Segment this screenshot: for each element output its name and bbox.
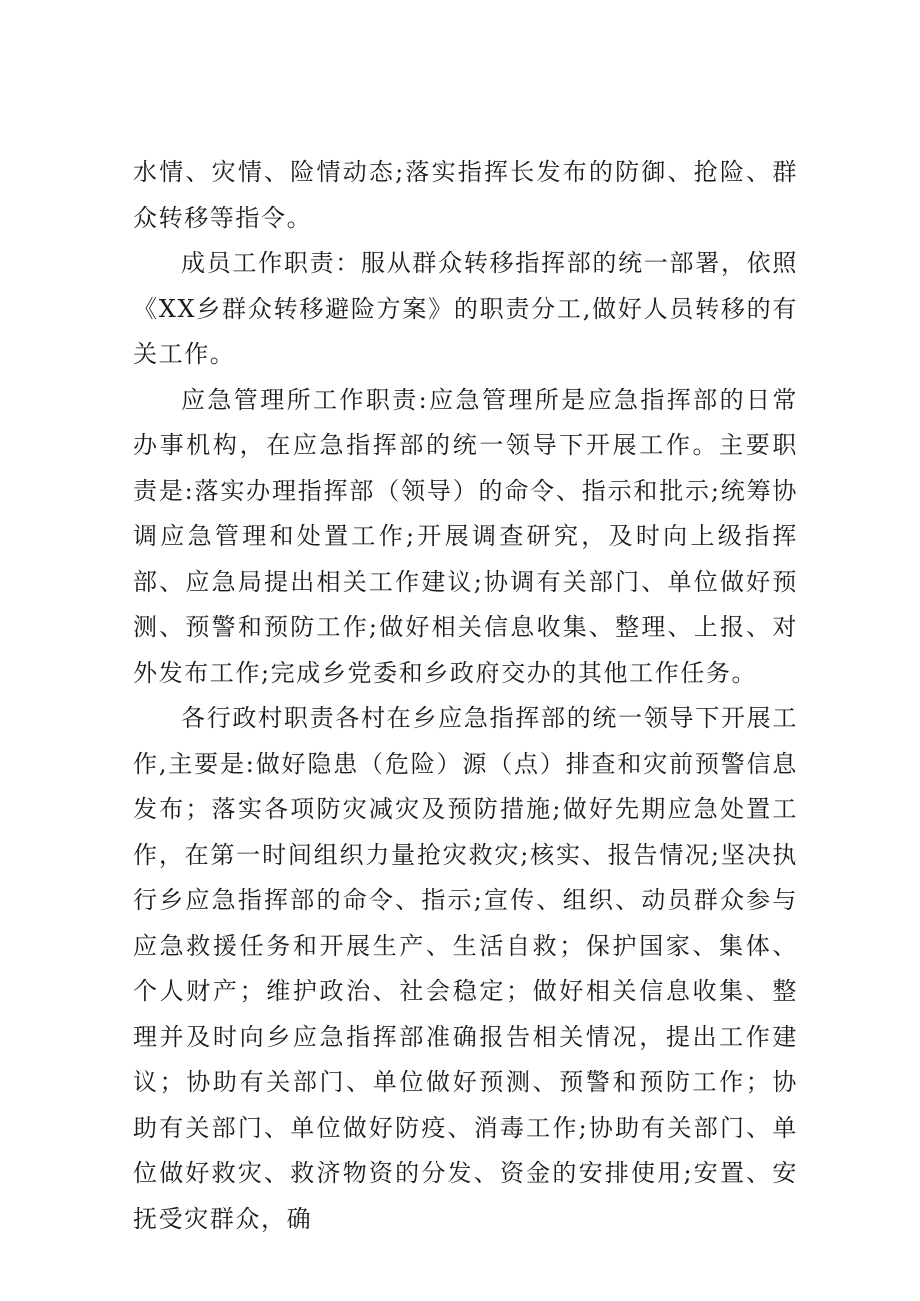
paragraph-continuation: 水情、灾情、险情动态;落实指挥长发布的防御、抢险、群众转移等指令。 <box>133 158 798 232</box>
paragraph-emergency-office-duties: 应急管理所工作职责:应急管理所是应急指挥部的日常办事机构，在应急指挥部的统一领导下开展工作。主要职责是:落实办理指挥部（领导）的命令、指示和批示;统筹协调应急管理和处置工作;开展调查研究，及时向上级指挥部、应急局提出相关工作建议;协调有关部门、单位做好预测、预警和预防工作;做好相关信息收集、整理、上报、对外发布工作;完成乡党委和乡政府交办的其他工作任务。 <box>133 385 798 687</box>
document-body <box>133 150 798 1242</box>
paragraph-village-duties: 各行政村职责各村在乡应急指挥部的统一领导下开展工作,主要是:做好隐患（危险）源（点）排查和灾前预警信息发布；落实各项防灾减灾及预防措施;做好先期应急处置工作，在第一时间组织力量抢灾救灾;核实、报告情况;坚决执行乡应急指挥部的命令、指示;宣传、组织、动员群众参与应急救援任务和开展生产、生活自救；保护国家、集体、个人财产；维护政治、社会稳定；做好相关信息收集、整理并及时向乡应急指挥部准确报告相关情况，提出工作建议；协助有关部门、单位做好预测、预警和预防工作；协助有关部门、单位做好防疫、消毒工作;协助有关部门、单位做好救灾、救济物资的分发、资金的安排使用;安置、安抚受灾群众，确 <box>133 704 798 1233</box>
paragraph-member-duties: 成员工作职责：服从群众转移指挥部的统一部署，依照《XX乡群众转移避险方案》的职责分工,做好人员转移的有关工作。 <box>133 249 798 368</box>
